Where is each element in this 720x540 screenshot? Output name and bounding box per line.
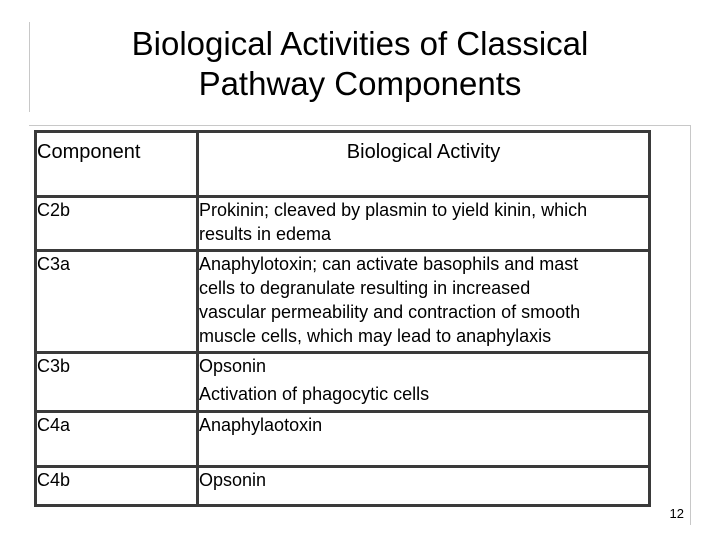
slide-title	[60, 24, 660, 104]
activity-line: Anaphylaotoxin	[199, 415, 323, 435]
activity-line: Opsonin	[199, 470, 267, 490]
table-row	[36, 467, 650, 506]
decorative-horizontal-line	[29, 125, 691, 126]
activity-line: Activation of phagocytic cells	[199, 384, 430, 404]
header-biological-activity: Biological Activity	[198, 132, 650, 197]
activity-line: muscle cells, which may lead to anaphylaxis	[199, 326, 552, 346]
slide-title-line-2: Pathway Components	[198, 65, 522, 102]
activity-line: Opsonin	[199, 356, 267, 376]
activity-cell	[198, 197, 650, 251]
slide-title-line-1: Biological Activities of Classical	[131, 25, 589, 62]
activity-cell	[198, 412, 650, 467]
activity-cell	[198, 467, 650, 506]
decorative-right-line	[690, 125, 691, 525]
activity-line: Prokinin; cleaved by plasmin to yield kinin, which	[199, 200, 588, 220]
activity-line: vascular permeability and contraction of smooth	[199, 302, 581, 322]
activity-cell	[198, 251, 650, 353]
component-cell: C2b	[36, 197, 198, 251]
component-cell: C3a	[36, 251, 198, 353]
component-cell: C4b	[36, 467, 198, 506]
activity-line: Anaphylotoxin; can activate basophils and mast	[199, 254, 579, 274]
page-number: 12	[669, 506, 684, 521]
components-table	[34, 130, 651, 507]
table-row	[36, 197, 650, 251]
component-cell: C4a	[36, 412, 198, 467]
decorative-vertical-line	[29, 22, 30, 112]
activity-cell	[198, 353, 650, 412]
table-header-row	[36, 132, 650, 197]
activity-line: results in edema	[199, 224, 332, 244]
table-row	[36, 251, 650, 353]
header-component: Component	[36, 132, 198, 197]
table-row	[36, 353, 650, 412]
table-row	[36, 412, 650, 467]
activity-line: cells to degranulate resulting in increased	[199, 278, 531, 298]
component-cell: C3b	[36, 353, 198, 412]
